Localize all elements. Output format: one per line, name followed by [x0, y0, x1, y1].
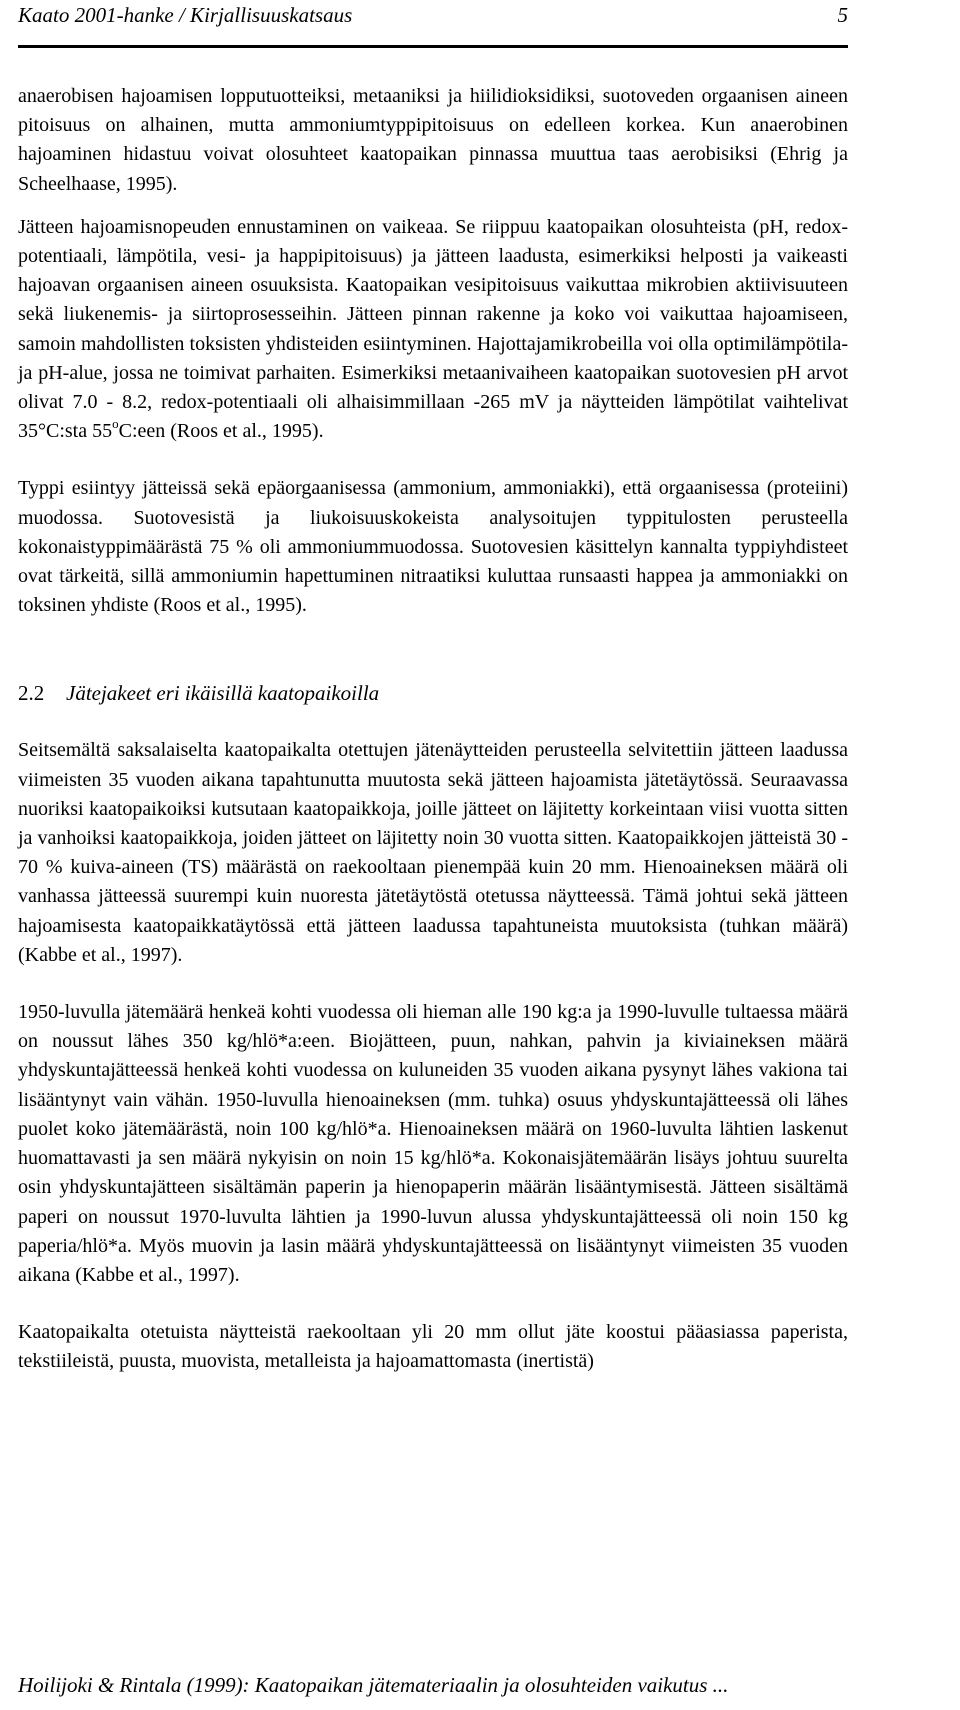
document-title: Kaato 2001-hanke / Kirjallisuuskatsaus: [18, 3, 353, 27]
section-title: Jätejakeet eri ikäisillä kaatopaikoilla: [66, 681, 380, 706]
degree-superscript: o: [112, 415, 119, 431]
paragraph-nitrogen: Typpi esiintyy jätteissä sekä epäorgaanisessa (ammonium, ammoniakki), että orgaanisessa (proteiini) muodossa. Suotovesistä ja liukoisuuskokeista analysoitujen typpitulosten perusteella kokonaistyppimäärästä 75 % oli ammoniummuodossa. Suotovesien käsittelyn kannalta typpiyhdisteet ovat tärkeitä, sillä ammoniumin hapettuminen nitraatiksi kuluttaa runsaasti happea ja ammoniakki on toksinen yhdiste (Roos et al., 1995).: [18, 477, 848, 617]
paragraph-german-landfills: Seitsemältä saksalaiselta kaatopaikalta otettujen jätenäytteiden perusteella selvitettiin jätteen laadussa viimeisten 35 vuoden aikana tapahtunutta muutosta sekä jätteen hajoamista jätetäytössä. Seuraavassa nuoriksi kaatopaikoiksi kutsutaan kaatopaikkoja, joille jätteet on läjitetty korkeintaan viisi vuotta sitten ja vanhoiksi kaatopaikkoja, joiden jätteet on läjitetty noin 30 vuotta sitten. Kaatopaikkojen jätteistä 30 - 70 % kuiva-aineen (TS) määrästä on raekooltaan pienempää kuin 20 mm. Hienoaineksen määrä oli vanhassa jätteessä suurempi kuin nuoresta jätetäytöstä otetussa näytteessä. Tämä johtui sekä jätteen hajoamisesta kaatopaikkatäytössä että jätteen laadussa tapahtuneista muutoksista (tuhkan määrä) (Kabbe et al., 1997).: [18, 739, 848, 966]
page-footer: Hoilijoki & Rintala (1999): Kaatopaikan jätemateriaalin ja olosuhteiden vaikutus ...: [18, 1673, 729, 1697]
header-rule: [18, 45, 848, 48]
section-number: 2.2: [18, 681, 45, 706]
section-heading: [18, 678, 848, 708]
paragraph-coarse-fraction: Kaatopaikalta otetuista näytteistä raekooltaan yli 20 mm ollut jäte koostui pääasiassa paperista, tekstiileistä, puusta, muovista, metalleista ja hajoamattomasta (inertistä): [18, 1321, 848, 1373]
paragraph-decomposition-rate: [18, 213, 848, 447]
paragraph-text-end: C:een (Roos et al., 1995).: [118, 420, 324, 443]
page-header: [18, 2, 848, 46]
document-body: [18, 82, 848, 1377]
paragraph-waste-amounts: 1950-luvulla jätemäärä henkeä kohti vuodessa oli hieman alle 190 kg:a ja 1990-luvulle tultaessa määrä on noussut lähes 350 kg/hlö*a:een. Biojätteen, puun, nahkan, pahvin ja kiviaineksen määrä yhdyskuntajätteessä henkeä kohti vuodessa on kuluneiden 35 vuoden aikana pysynyt lähes vakiona tai lisääntynyt vain vähän. 1950-luvulla hienoaineksen (mm. tuhka) osuus yhdyskuntajätteessä oli lähes puolet koko jätemäärästä, noin 100 kg/hlö*a. Hienoaineksen määrä on 1960-luvulta lähtien laskenut huomattavasti ja sen määrä nykyisin on noin 15 kg/hlö*a. Kokonaisjätemäärän lisäys johtuu suurelta osin yhdyskuntajätteen sisältämän paperin ja hienopaperin määrän lisääntymisestä. Jätteen sisältämä paperi on noussut 1970-luvulta lähtien ja 1990-luvun alussa yhdyskuntajätteessä oli noin 150 kg paperia/hlö*a. Myös muovin ja lasin määrä yhdyskuntajätteessä on lisääntynyt viimeisten 35 vuoden aikana (Kabbe et al., 1997).: [18, 1001, 848, 1286]
page-number: 5: [837, 3, 848, 27]
paragraph-text: Jätteen hajoamisnopeuden ennustaminen on vaikeaa. Se riippuu kaatopaikan olosuhteista (pH, redox-potentiaali, lämpötila, vesi- ja happipitoisuus) ja jätteen laadusta, esimerkiksi helposti ja vaikeasti hajoavan orgaanisen aineen osuuksista. Kaatopaikan vesipitoisuus vaikuttaa mikrobien aktiivisuuteen sekä liukenemis- ja siirtoprosesseihin. Jätteen pinnan rakenne ja koko voi vaikuttaa hajoamiseen, samoin mahdollisten toksisten yhdisteiden esiintyminen. Hajottajamikrobeilla voi olla optimilämpötila- ja pH-alue, jossa ne toimivat parhaiten. Esimerkiksi metaanivaiheen kaatopaikan suotovesien pH arvot olivat 7.0 - 8.2, redox-potentiaali oli alhaisimmillaan -265 mV ja näytteiden lämpötilat vaihtelivat 35°C:sta 55: [18, 215, 848, 443]
paragraph-anaerobic: anaerobisen hajoamisen lopputuotteiksi, metaaniksi ja hiilidioksidiksi, suotoveden orgaanisen aineen pitoisuus on alhainen, mutta ammoniumtyppipitoisuus on edelleen korkea. Kun anaerobinen hajoaminen hidastuu voivat olosuhteet kaatopaikan pinnassa muuttua taas aerobisiksi (Ehrig ja Scheelhaase, 1995).: [18, 85, 848, 195]
